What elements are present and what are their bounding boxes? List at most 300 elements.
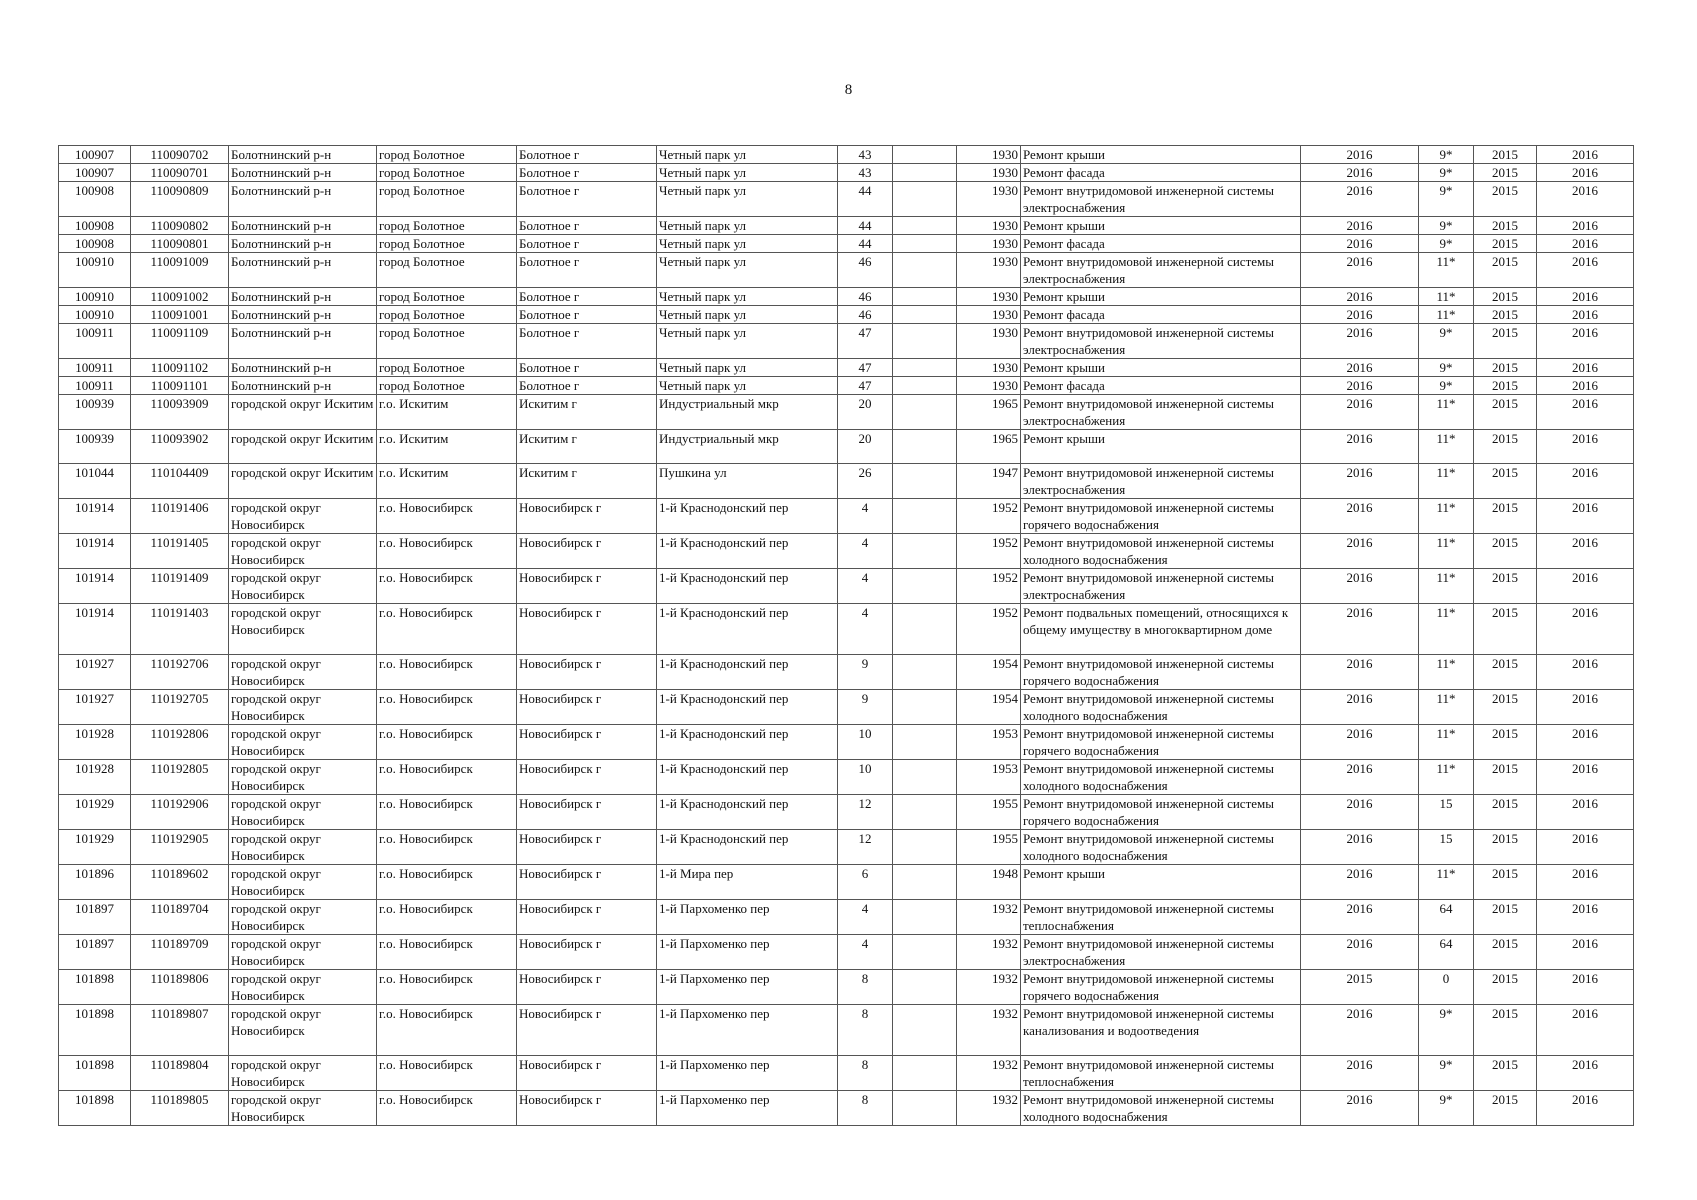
row-from: 2015: [1474, 1005, 1537, 1056]
table-row: [59, 217, 1634, 235]
row-street: 1-й Краснодонский пер: [657, 534, 838, 569]
table-row: [59, 182, 1634, 217]
row-extra: [893, 795, 957, 830]
row-code: 110191403: [131, 604, 229, 655]
row-district: Болотнинский р-н: [229, 253, 377, 288]
row-municipality: город Болотное: [377, 235, 517, 253]
row-id: 101929: [59, 830, 131, 865]
row-year: 1930: [957, 164, 1021, 182]
row-extra: [893, 760, 957, 795]
row-street: Четный парк ул: [657, 253, 838, 288]
row-locality: Болотное г: [517, 182, 657, 217]
table-row: [59, 655, 1634, 690]
row-street: Четный парк ул: [657, 288, 838, 306]
row-from: 2015: [1474, 395, 1537, 430]
row-to: 2016: [1537, 935, 1634, 970]
row-district: городской округ Искитим: [229, 430, 377, 464]
row-extra: [893, 359, 957, 377]
row-count: 9*: [1419, 1056, 1474, 1091]
row-count: 0: [1419, 970, 1474, 1005]
row-street: Четный парк ул: [657, 235, 838, 253]
row-work: Ремонт внутридомовой инженерной системы электроснабжения: [1021, 324, 1301, 359]
row-house: 44: [838, 182, 893, 217]
row-from: 2015: [1474, 217, 1537, 235]
row-work: Ремонт внутридомовой инженерной системы электроснабжения: [1021, 935, 1301, 970]
row-work: Ремонт внутридомовой инженерной системы холодного водоснабжения: [1021, 690, 1301, 725]
row-work: Ремонт внутридомовой инженерной системы электроснабжения: [1021, 569, 1301, 604]
row-to: 2016: [1537, 1005, 1634, 1056]
row-from: 2015: [1474, 935, 1537, 970]
row-plan-year: 2016: [1301, 253, 1419, 288]
row-work: Ремонт фасада: [1021, 235, 1301, 253]
row-extra: [893, 900, 957, 935]
row-street: 1-й Пархоменко пер: [657, 1005, 838, 1056]
row-year: 1948: [957, 865, 1021, 900]
row-id: 100939: [59, 430, 131, 464]
table-row: [59, 725, 1634, 760]
row-district: Болотнинский р-н: [229, 377, 377, 395]
row-code: 110192806: [131, 725, 229, 760]
row-house: 20: [838, 395, 893, 430]
row-year: 1965: [957, 430, 1021, 464]
row-work: Ремонт внутридомовой инженерной системы горячего водоснабжения: [1021, 970, 1301, 1005]
row-work: Ремонт внутридомовой инженерной системы холодного водоснабжения: [1021, 760, 1301, 795]
row-work: Ремонт внутридомовой инженерной системы электроснабжения: [1021, 253, 1301, 288]
row-id: 100910: [59, 306, 131, 324]
row-year: 1932: [957, 970, 1021, 1005]
row-plan-year: 2016: [1301, 182, 1419, 217]
row-plan-year: 2016: [1301, 430, 1419, 464]
row-count: 11*: [1419, 306, 1474, 324]
row-extra: [893, 146, 957, 164]
row-locality: Болотное г: [517, 324, 657, 359]
row-locality: Болотное г: [517, 235, 657, 253]
row-extra: [893, 725, 957, 760]
row-count: 9*: [1419, 359, 1474, 377]
row-id: 101914: [59, 534, 131, 569]
row-plan-year: 2016: [1301, 830, 1419, 865]
row-code: 110189704: [131, 900, 229, 935]
row-plan-year: 2016: [1301, 324, 1419, 359]
row-street: 1-й Краснодонский пер: [657, 499, 838, 534]
row-extra: [893, 377, 957, 395]
row-code: 110091101: [131, 377, 229, 395]
row-extra: [893, 430, 957, 464]
row-plan-year: 2016: [1301, 377, 1419, 395]
row-from: 2015: [1474, 306, 1537, 324]
row-municipality: г.о. Новосибирск: [377, 760, 517, 795]
table-row: [59, 324, 1634, 359]
row-street: Четный парк ул: [657, 164, 838, 182]
row-count: 11*: [1419, 865, 1474, 900]
row-extra: [893, 970, 957, 1005]
row-plan-year: 2016: [1301, 235, 1419, 253]
row-street: Четный парк ул: [657, 306, 838, 324]
row-plan-year: 2016: [1301, 604, 1419, 655]
row-municipality: город Болотное: [377, 182, 517, 217]
row-from: 2015: [1474, 164, 1537, 182]
row-extra: [893, 690, 957, 725]
row-code: 110091001: [131, 306, 229, 324]
row-municipality: город Болотное: [377, 253, 517, 288]
row-district: городской округ Новосибирск: [229, 865, 377, 900]
row-count: 11*: [1419, 604, 1474, 655]
row-from: 2015: [1474, 970, 1537, 1005]
table-row: [59, 464, 1634, 499]
row-code: 110093909: [131, 395, 229, 430]
row-code: 110192805: [131, 760, 229, 795]
row-locality: Болотное г: [517, 164, 657, 182]
table-row: [59, 430, 1634, 464]
row-plan-year: 2016: [1301, 306, 1419, 324]
row-locality: Новосибирск г: [517, 569, 657, 604]
row-count: 64: [1419, 900, 1474, 935]
row-municipality: г.о. Искитим: [377, 430, 517, 464]
row-locality: Новосибирск г: [517, 1005, 657, 1056]
row-to: 2016: [1537, 146, 1634, 164]
table-row: [59, 359, 1634, 377]
table-row: [59, 970, 1634, 1005]
row-district: городской округ Новосибирск: [229, 655, 377, 690]
row-count: 11*: [1419, 430, 1474, 464]
row-work: Ремонт внутридомовой инженерной системы горячего водоснабжения: [1021, 725, 1301, 760]
row-id: 100939: [59, 395, 131, 430]
row-from: 2015: [1474, 655, 1537, 690]
row-work: Ремонт внутридомовой инженерной системы горячего водоснабжения: [1021, 795, 1301, 830]
row-to: 2016: [1537, 900, 1634, 935]
row-to: 2016: [1537, 164, 1634, 182]
row-district: городской округ Новосибирск: [229, 1005, 377, 1056]
row-id: 101929: [59, 795, 131, 830]
row-id: 100907: [59, 146, 131, 164]
row-to: 2016: [1537, 725, 1634, 760]
row-locality: Новосибирск г: [517, 534, 657, 569]
row-locality: Новосибирск г: [517, 795, 657, 830]
row-locality: Болотное г: [517, 288, 657, 306]
row-work: Ремонт крыши: [1021, 865, 1301, 900]
row-house: 4: [838, 499, 893, 534]
row-to: 2016: [1537, 430, 1634, 464]
row-year: 1953: [957, 760, 1021, 795]
row-work: Ремонт внутридомовой инженерной системы электроснабжения: [1021, 395, 1301, 430]
row-code: 110090809: [131, 182, 229, 217]
row-to: 2016: [1537, 306, 1634, 324]
row-count: 11*: [1419, 760, 1474, 795]
row-id: 101044: [59, 464, 131, 499]
row-code: 110189804: [131, 1056, 229, 1091]
row-year: 1930: [957, 146, 1021, 164]
row-from: 2015: [1474, 1091, 1537, 1126]
row-id: 101914: [59, 499, 131, 534]
row-district: Болотнинский р-н: [229, 306, 377, 324]
row-to: 2016: [1537, 534, 1634, 569]
row-count: 15: [1419, 795, 1474, 830]
table-row: [59, 306, 1634, 324]
row-street: 1-й Пархоменко пер: [657, 970, 838, 1005]
row-municipality: город Болотное: [377, 324, 517, 359]
row-to: 2016: [1537, 395, 1634, 430]
row-street: 1-й Краснодонский пер: [657, 725, 838, 760]
row-district: городской округ Новосибирск: [229, 725, 377, 760]
row-year: 1954: [957, 690, 1021, 725]
row-extra: [893, 1056, 957, 1091]
row-work: Ремонт внутридомовой инженерной системы холодного водоснабжения: [1021, 830, 1301, 865]
row-count: 11*: [1419, 569, 1474, 604]
row-code: 110091009: [131, 253, 229, 288]
row-year: 1932: [957, 900, 1021, 935]
row-municipality: г.о. Искитим: [377, 395, 517, 430]
row-to: 2016: [1537, 970, 1634, 1005]
row-house: 46: [838, 288, 893, 306]
row-plan-year: 2016: [1301, 164, 1419, 182]
row-to: 2016: [1537, 569, 1634, 604]
row-code: 110192705: [131, 690, 229, 725]
row-id: 101914: [59, 604, 131, 655]
row-district: городской округ Искитим: [229, 464, 377, 499]
row-to: 2016: [1537, 324, 1634, 359]
row-to: 2016: [1537, 830, 1634, 865]
row-municipality: г.о. Новосибирск: [377, 935, 517, 970]
row-street: 1-й Краснодонский пер: [657, 760, 838, 795]
row-locality: Новосибирск г: [517, 1091, 657, 1126]
row-house: 8: [838, 1005, 893, 1056]
row-from: 2015: [1474, 760, 1537, 795]
row-code: 110189806: [131, 970, 229, 1005]
row-count: 9*: [1419, 182, 1474, 217]
row-work: Ремонт внутридомовой инженерной системы электроснабжения: [1021, 182, 1301, 217]
row-work: Ремонт внутридомовой инженерной системы электроснабжения: [1021, 464, 1301, 499]
row-house: 26: [838, 464, 893, 499]
row-id: 101897: [59, 935, 131, 970]
row-year: 1930: [957, 306, 1021, 324]
row-district: городской округ Новосибирск: [229, 604, 377, 655]
row-to: 2016: [1537, 499, 1634, 534]
row-locality: Болотное г: [517, 146, 657, 164]
row-municipality: город Болотное: [377, 306, 517, 324]
row-from: 2015: [1474, 253, 1537, 288]
row-code: 110091102: [131, 359, 229, 377]
row-district: городской округ Новосибирск: [229, 795, 377, 830]
row-extra: [893, 182, 957, 217]
row-district: городской округ Новосибирск: [229, 935, 377, 970]
row-id: 101898: [59, 1056, 131, 1091]
row-work: Ремонт крыши: [1021, 146, 1301, 164]
row-to: 2016: [1537, 377, 1634, 395]
row-count: 11*: [1419, 464, 1474, 499]
row-plan-year: 2016: [1301, 760, 1419, 795]
row-municipality: г.о. Новосибирск: [377, 1056, 517, 1091]
row-locality: Новосибирск г: [517, 970, 657, 1005]
row-work: Ремонт фасада: [1021, 164, 1301, 182]
row-house: 12: [838, 795, 893, 830]
row-year: 1955: [957, 830, 1021, 865]
row-to: 2016: [1537, 359, 1634, 377]
row-plan-year: 2016: [1301, 146, 1419, 164]
row-district: городской округ Новосибирск: [229, 1091, 377, 1126]
table-row: [59, 604, 1634, 655]
row-from: 2015: [1474, 865, 1537, 900]
row-district: городской округ Новосибирск: [229, 690, 377, 725]
row-district: городской округ Искитим: [229, 395, 377, 430]
row-street: Индустриальный мкр: [657, 395, 838, 430]
row-municipality: г.о. Новосибирск: [377, 690, 517, 725]
row-house: 43: [838, 164, 893, 182]
row-street: Четный парк ул: [657, 217, 838, 235]
row-count: 9*: [1419, 235, 1474, 253]
page-number: 8: [844, 82, 853, 98]
row-code: 110189807: [131, 1005, 229, 1056]
row-work: Ремонт внутридомовой инженерной системы теплоснабжения: [1021, 900, 1301, 935]
row-from: 2015: [1474, 359, 1537, 377]
row-to: 2016: [1537, 253, 1634, 288]
row-municipality: г.о. Новосибирск: [377, 970, 517, 1005]
row-count: 11*: [1419, 288, 1474, 306]
row-from: 2015: [1474, 146, 1537, 164]
row-year: 1930: [957, 182, 1021, 217]
row-extra: [893, 253, 957, 288]
row-count: 11*: [1419, 534, 1474, 569]
table-row: [59, 377, 1634, 395]
table-row: [59, 795, 1634, 830]
table-row: [59, 164, 1634, 182]
row-work: Ремонт крыши: [1021, 359, 1301, 377]
row-to: 2016: [1537, 288, 1634, 306]
table-row: [59, 830, 1634, 865]
row-id: 101928: [59, 760, 131, 795]
row-id: 101896: [59, 865, 131, 900]
row-locality: Новосибирск г: [517, 1056, 657, 1091]
row-to: 2016: [1537, 795, 1634, 830]
row-year: 1965: [957, 395, 1021, 430]
row-count: 11*: [1419, 499, 1474, 534]
row-to: 2016: [1537, 1056, 1634, 1091]
row-locality: Новосибирск г: [517, 655, 657, 690]
row-code: 110189805: [131, 1091, 229, 1126]
row-plan-year: 2016: [1301, 1005, 1419, 1056]
row-from: 2015: [1474, 725, 1537, 760]
row-id: 101927: [59, 690, 131, 725]
row-from: 2015: [1474, 534, 1537, 569]
row-locality: Новосибирск г: [517, 760, 657, 795]
row-house: 9: [838, 655, 893, 690]
row-id: 100911: [59, 324, 131, 359]
row-work: Ремонт внутридомовой инженерной системы теплоснабжения: [1021, 1056, 1301, 1091]
row-code: 110191409: [131, 569, 229, 604]
row-from: 2015: [1474, 464, 1537, 499]
row-code: 110192905: [131, 830, 229, 865]
row-municipality: город Болотное: [377, 146, 517, 164]
row-street: Пушкина ул: [657, 464, 838, 499]
row-municipality: г.о. Новосибирск: [377, 534, 517, 569]
row-municipality: г.о. Новосибирск: [377, 569, 517, 604]
row-extra: [893, 655, 957, 690]
row-house: 9: [838, 690, 893, 725]
row-code: 110189602: [131, 865, 229, 900]
row-district: городской округ Новосибирск: [229, 569, 377, 604]
row-house: 6: [838, 865, 893, 900]
row-district: Болотнинский р-н: [229, 288, 377, 306]
row-extra: [893, 1091, 957, 1126]
row-district: городской округ Новосибирск: [229, 970, 377, 1005]
row-work: Ремонт внутридомовой инженерной системы горячего водоснабжения: [1021, 655, 1301, 690]
row-plan-year: 2016: [1301, 534, 1419, 569]
row-to: 2016: [1537, 1091, 1634, 1126]
row-extra: [893, 464, 957, 499]
row-year: 1930: [957, 235, 1021, 253]
row-extra: [893, 830, 957, 865]
row-plan-year: 2016: [1301, 395, 1419, 430]
row-locality: Новосибирск г: [517, 865, 657, 900]
row-code: 110090802: [131, 217, 229, 235]
row-house: 8: [838, 1091, 893, 1126]
row-count: 9*: [1419, 377, 1474, 395]
row-street: Индустриальный мкр: [657, 430, 838, 464]
table-row: [59, 235, 1634, 253]
table-row: [59, 253, 1634, 288]
row-district: Болотнинский р-н: [229, 164, 377, 182]
row-street: 1-й Краснодонский пер: [657, 690, 838, 725]
row-code: 110104409: [131, 464, 229, 499]
table-row: [59, 760, 1634, 795]
row-year: 1930: [957, 359, 1021, 377]
row-from: 2015: [1474, 324, 1537, 359]
row-year: 1930: [957, 217, 1021, 235]
row-to: 2016: [1537, 865, 1634, 900]
row-from: 2015: [1474, 604, 1537, 655]
row-from: 2015: [1474, 1056, 1537, 1091]
row-count: 11*: [1419, 395, 1474, 430]
table-row: [59, 395, 1634, 430]
row-work: Ремонт подвальных помещений, относящихся к общему имуществу в многоквартирном доме: [1021, 604, 1301, 655]
row-locality: Новосибирск г: [517, 499, 657, 534]
row-from: 2015: [1474, 377, 1537, 395]
row-locality: Искитим г: [517, 430, 657, 464]
row-house: 46: [838, 306, 893, 324]
row-id: 100908: [59, 217, 131, 235]
row-plan-year: 2016: [1301, 655, 1419, 690]
row-from: 2015: [1474, 430, 1537, 464]
row-street: 1-й Краснодонский пер: [657, 655, 838, 690]
row-street: Четный парк ул: [657, 182, 838, 217]
row-count: 64: [1419, 935, 1474, 970]
row-locality: Новосибирск г: [517, 725, 657, 760]
row-extra: [893, 306, 957, 324]
table-row: [59, 690, 1634, 725]
row-street: Четный парк ул: [657, 324, 838, 359]
row-year: 1952: [957, 604, 1021, 655]
row-extra: [893, 865, 957, 900]
row-municipality: г.о. Новосибирск: [377, 900, 517, 935]
row-district: городской округ Новосибирск: [229, 900, 377, 935]
row-extra: [893, 217, 957, 235]
row-plan-year: 2016: [1301, 900, 1419, 935]
row-plan-year: 2016: [1301, 935, 1419, 970]
row-district: Болотнинский р-н: [229, 359, 377, 377]
row-code: 110091002: [131, 288, 229, 306]
row-from: 2015: [1474, 235, 1537, 253]
row-house: 4: [838, 900, 893, 935]
row-district: городской округ Новосибирск: [229, 499, 377, 534]
row-street: 1-й Пархоменко пер: [657, 1056, 838, 1091]
row-extra: [893, 1005, 957, 1056]
row-work: Ремонт фасада: [1021, 306, 1301, 324]
table-row: [59, 499, 1634, 534]
row-street: 1-й Краснодонский пер: [657, 795, 838, 830]
row-year: 1932: [957, 935, 1021, 970]
table-row: [59, 1091, 1634, 1126]
row-count: 9*: [1419, 1091, 1474, 1126]
row-plan-year: 2016: [1301, 690, 1419, 725]
